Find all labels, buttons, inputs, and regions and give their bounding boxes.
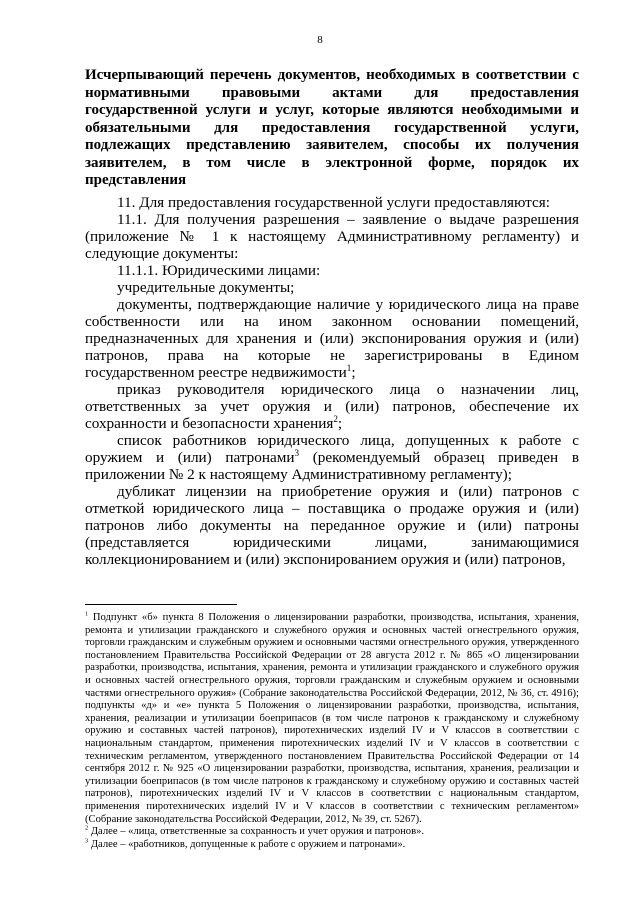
- paragraph-premises-end: ;: [351, 364, 356, 381]
- footnote-1-text: Подпункт «б» пункта 8 Положения о лицензировании разработки, производства, испытания, хранения, ремонта и утилизации гражданского и служебного оружия и основных частей огнестрельного оружия, торговли гражданским и служебным оружием и основными частями огнестрельного оружия, утвержденного постановлением Правительства Российской Федерации от 28 августа 2012 г. № 865 «О лицензировании разработки, производства, испытания, хранения, ремонта и утилизации гражданского и служебного оружия и основных частей огнестрельного оружия, торговли гражданским и служебным оружием и основными частями огнестрельного оружия» (Собрание законодательства Российской Федерации, 2012, № 36, ст. 4916); подпункты «д» и «е» пункта 5 Положения о лицензировании разработки, производства, испытания, хранения, реализации и утилизации боеприпасов (в том числе патронов к гражданскому и служебному оружию и составных частей патронов), пиротехнических изделий IV и V классов в соответствии с национальным стандартом, применения пиротехнических изделий IV и V классов в соответствии с техническим регламентом, утвержденного постановлением Правительства Российской Федерации от 14 сентября 2012 г. № 925 «О лицензировании разработки, производства, испытания, хранения, реализации и утилизации боеприпасов (в том числе патронов к гражданскому и служебному оружию и составных частей патронов), пиротехнических изделий IV и V классов в соответствии с национальным стандартом, применения пиротехнических изделий IV и V классов в соответствии с техническим регламентом» (Собрание законодательства Российской Федерации, 2012, № 39, ст. 5267).: [85, 612, 579, 825]
- paragraph-employee-list: [85, 432, 579, 483]
- page-number: 8: [317, 34, 323, 46]
- footnotes: [85, 612, 579, 851]
- footnote-2: [85, 826, 579, 839]
- paragraph-order-end: ;: [337, 415, 343, 432]
- paragraph-license-duplicate: дубликат лицензии на приобретение оружия и (или) патронов с отметкой юридического лица – поставщика о продаже оружия и (или) патронов либо документы на переданное оружие и (или) патроны (представляется юридическими лицами, занимающимися коллекционированием и (или) экспонированием оружия и (или) патронов,: [85, 483, 579, 568]
- footnote-2-marker: 2: [85, 824, 89, 832]
- paragraph-11-1-1: 11.1.1. Юридическими лицами:: [117, 262, 321, 279]
- paragraph-employee-list-rest: (рекомендуемый образец приведен в приложении № 2 к настоящему Административному регламенту);: [85, 449, 579, 483]
- footnote-divider: [85, 604, 237, 605]
- footnote-3: [85, 839, 579, 852]
- footnote-3-text: Далее – «работников, допущенные к работе с оружием и патронами».: [88, 838, 406, 850]
- paragraph-founding-documents: учредительные документы;: [117, 279, 295, 296]
- footnote-ref-3[interactable]: 3: [294, 447, 300, 458]
- footnote-3-marker: 3: [85, 837, 89, 845]
- footnote-2-text: Далее – «лица, ответственные за сохранность и учет оружия и патронов».: [88, 826, 425, 838]
- footnote-1: [85, 612, 579, 826]
- paragraph-11: 11. Для предоставления государственной услуги предоставляются:: [117, 194, 550, 211]
- paragraph-11-1: 11.1. Для получения разрешения – заявление о выдаче разрешения (приложение № 1 к настоящему Административному регламенту) и следующие документы:: [85, 211, 579, 262]
- paragraph-order-text: приказ руководителя юридического лица о назначении лиц, ответственных за учет оружия и (или) патронов, обеспечение их сохранности и безопасности хранения: [85, 381, 579, 432]
- footnote-1-marker: 1: [85, 610, 89, 618]
- paragraph-premises-text: документы, подтверждающие наличие у юридического лица на праве собственности или на ином законном основании помещений, предназначенных для хранения и (или) экспонирования оружия и (или) патронов, права на которые не зарегистрированы в Едином государственном реестре недвижимости: [85, 296, 579, 381]
- body-text: [85, 194, 579, 568]
- paragraph-order: [85, 381, 579, 432]
- section-heading: Исчерпывающий перечень документов, необходимых в соответствии с нормативными правовыми актами для предоставления государственной услуги и услуг, которые являются необходимыми и обязательными для предоставления государственной услуги, подлежащих представлению заявителем, способы их получения заявителем, в том числе в электронной форме, порядок их представления: [85, 67, 579, 188]
- footnote-ref-2[interactable]: 2: [333, 413, 338, 424]
- footnote-ref-1[interactable]: 1: [346, 362, 352, 373]
- paragraph-premises-documents: [85, 296, 579, 381]
- paragraph-employee-list-text: список работников юридического лица, допущенных к работе с оружием и (или) патронами: [85, 432, 579, 466]
